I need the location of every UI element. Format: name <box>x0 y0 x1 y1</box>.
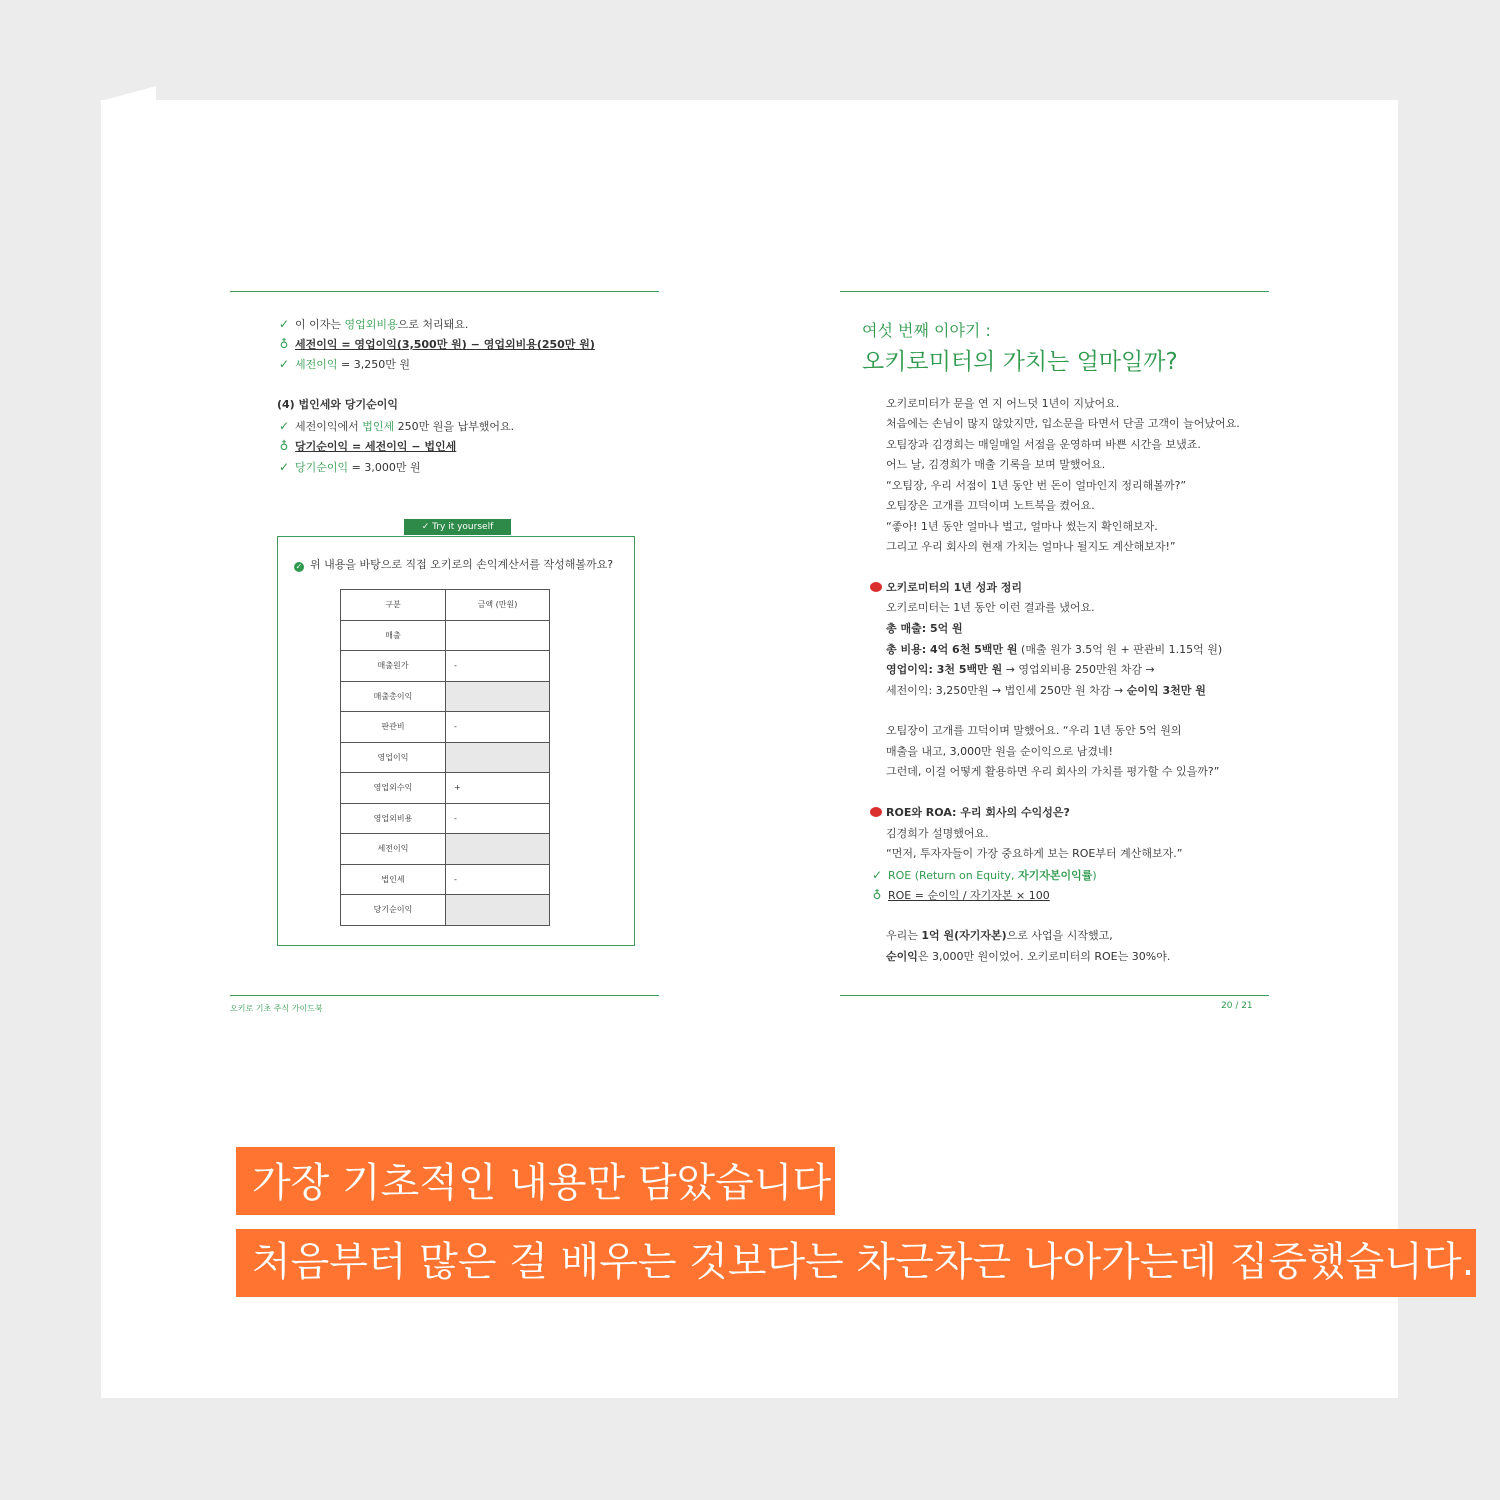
right-line <box>886 950 1170 964</box>
right-line-text: 으로 사업을 시작했고, <box>1006 929 1113 942</box>
left-bottom-rule <box>230 995 659 996</box>
left-line-text: = 3,250만 원 <box>337 358 410 371</box>
right-line-text: 김경희가 설명했어요. <box>886 827 989 840</box>
right-line <box>870 888 1050 903</box>
right-line-text: 오팀장은 고개를 끄덕이며 노트북을 켰어요. <box>886 499 1095 512</box>
left-line <box>277 357 410 372</box>
table-row <box>341 895 550 926</box>
row-label: 매출원가 <box>341 651 446 682</box>
lightbulb-icon: ♁ <box>872 888 882 902</box>
income-statement-table <box>340 589 550 926</box>
left-top-rule <box>230 291 659 292</box>
right-line-text: 은 3,000만 원이었어. 오키로미터의 ROE는 30%야. <box>917 950 1171 963</box>
red-dot-icon <box>870 582 882 592</box>
left-line-text: (4) 법인세와 당기순이익 <box>277 398 399 411</box>
book-title-footer: 오키로 기초 주식 가이드북 <box>230 1004 323 1013</box>
row-amount-cell <box>446 834 550 865</box>
exercise-question <box>294 556 613 572</box>
right-line-text: ROE = 순이익 / 자기자본 × 100 <box>888 889 1050 902</box>
right-top-rule <box>840 291 1269 292</box>
row-label: 당기순이익 <box>341 895 446 926</box>
checkmark-icon: ✓ <box>278 460 290 474</box>
left-line-text: 영업외비용 <box>344 318 398 331</box>
row-label: 영업외수익 <box>341 773 446 804</box>
chapter-kicker: 여섯 번째 이야기 : <box>862 321 991 340</box>
row-label: 영업외비용 <box>341 803 446 834</box>
left-line-text: 법인세 <box>362 420 395 433</box>
row-amount-cell: - <box>446 864 550 895</box>
left-line <box>277 460 421 475</box>
right-line <box>870 581 1022 595</box>
table-row <box>341 773 550 804</box>
right-line-text: 순이익 3천만 원 <box>1126 684 1206 697</box>
right-line <box>886 397 1119 411</box>
right-line-text: 순이익 <box>886 950 918 963</box>
left-line-text: = 3,000만 원 <box>348 461 421 474</box>
right-line-text: “좋아! 1년 동안 얼마나 벌고, 얼마나 썼는지 확인해보자. <box>886 520 1158 533</box>
left-line <box>277 419 514 434</box>
row-label: 영업이익 <box>341 742 446 773</box>
left-line-text: 당기순이익 <box>295 461 349 474</box>
right-line <box>886 663 1155 677</box>
right-line <box>886 745 1113 759</box>
right-line-text: 우리는 <box>886 929 922 942</box>
right-line-text: 오키로미터는 1년 동안 이런 결과를 냈어요. <box>886 601 1095 614</box>
left-line <box>277 317 468 332</box>
banner-1: 가장 기초적인 내용만 담았습니다 <box>236 1147 835 1215</box>
banner-2: 처음부터 많은 걸 배우는 것보다는 차근차근 나아가는데 집중했습니다. <box>236 1229 1476 1297</box>
row-label: 법인세 <box>341 864 446 895</box>
right-line-text: 1억 원(자기자본) <box>921 929 1007 942</box>
right-line-text: 오키로미터가 문을 연 지 어느덧 1년이 지났어요. <box>886 397 1120 410</box>
right-line <box>886 417 1240 431</box>
red-dot-icon <box>870 807 882 817</box>
right-line-text: ) <box>1092 869 1097 882</box>
right-line-text: 세전이익: 3,250만원 → 법인세 250만 원 차감 → <box>886 684 1127 697</box>
row-label: 판관비 <box>341 712 446 743</box>
question-text: 위 내용을 바탕으로 직접 오키로의 손익계산서를 작성해볼까요? <box>310 558 614 571</box>
table-row <box>341 834 550 865</box>
table-header-row <box>341 590 550 621</box>
row-amount-cell: + <box>446 773 550 804</box>
right-line <box>886 458 1105 472</box>
row-label: 세전이익 <box>341 834 446 865</box>
checkmark-icon: ✓ <box>278 317 290 331</box>
right-line <box>886 601 1095 615</box>
checkmark-icon: ✓ <box>278 357 290 371</box>
right-line-text: 총 매출: <box>886 622 927 635</box>
right-line <box>886 929 1113 943</box>
table-row <box>341 742 550 773</box>
right-line <box>886 520 1158 534</box>
row-label: 매출총이익 <box>341 681 446 712</box>
right-line-text: ROE (Return on Equity, <box>888 869 1019 882</box>
right-line-text: “오팀장, 우리 서점이 1년 동안 번 돈이 얼마인지 정리해볼까?” <box>886 479 1187 492</box>
right-line <box>886 479 1186 493</box>
right-line-text: 처음에는 손님이 많지 않았지만, 입소문을 타면서 단골 고객이 늘어났어요. <box>886 417 1240 430</box>
table-header-cell: 금액 (만원) <box>446 590 550 621</box>
row-amount-cell: - <box>446 712 550 743</box>
left-line-text: 당기순이익 = 세전이익 − 법인세 <box>295 440 457 453</box>
right-line-text: 5억 원 <box>926 622 963 635</box>
row-amount-cell: - <box>446 651 550 682</box>
right-line-text: 영업이익: <box>886 663 933 676</box>
row-amount-cell <box>446 620 550 651</box>
table-header-cell: 구분 <box>341 590 446 621</box>
right-line-text: 4억 6천 5백만 원 <box>926 643 1018 656</box>
right-bottom-rule <box>840 995 1269 996</box>
right-line-text: 오키로미터의 1년 성과 정리 <box>886 581 1023 594</box>
row-amount-cell <box>446 681 550 712</box>
right-line-text: 그리고 우리 회사의 현재 가치는 얼마나 될지도 계산해보자!” <box>886 540 1176 553</box>
row-amount-cell <box>446 895 550 926</box>
right-line <box>886 643 1222 657</box>
checkmark-icon: ✓ <box>278 419 290 433</box>
left-line-text: 세전이익에서 <box>295 420 363 433</box>
right-line-text: ROE와 ROA: 우리 회사의 수익성은? <box>886 806 1070 819</box>
table-row <box>341 864 550 895</box>
right-line-text: 그런데, 이걸 어떻게 활용하면 우리 회사의 가치를 평가할 수 있을까?” <box>886 765 1220 778</box>
table-row <box>341 712 550 743</box>
right-line <box>870 806 1070 820</box>
right-line <box>886 438 1201 452</box>
right-line-text: 3천 5백만 원 <box>932 663 1003 676</box>
left-line <box>277 398 398 412</box>
right-line <box>886 540 1176 554</box>
try-it-yourself-tag: ✓ Try it yourself <box>404 519 511 535</box>
right-line <box>886 622 963 636</box>
page-numbers: 20 / 21 <box>1221 1001 1253 1011</box>
left-line-text: 세전이익 = 영업이익(3,500만 원) − 영업외비용(250만 원) <box>295 338 595 351</box>
chapter-title: 오키로미터의 가치는 얼마일까? <box>862 349 1178 375</box>
left-line <box>277 439 456 454</box>
right-line-text: 자기자본이익률 <box>1018 869 1093 882</box>
right-line <box>886 724 1182 738</box>
check-circle-icon: ✓ <box>295 562 303 571</box>
left-line <box>277 337 595 352</box>
table-row <box>341 651 550 682</box>
right-line <box>886 827 989 841</box>
right-line <box>886 684 1206 698</box>
right-line-text: 총 비용: <box>886 643 927 656</box>
lightbulb-icon: ♁ <box>279 337 289 351</box>
checkmark-icon: ✓ <box>871 868 883 882</box>
row-amount-cell <box>446 742 550 773</box>
row-amount-cell: - <box>446 803 550 834</box>
right-line-text: 오팀장과 김경희는 매일매일 서점을 운영하며 바쁜 시간을 보냈죠. <box>886 438 1201 451</box>
paper-corner <box>101 86 156 101</box>
left-line-text: 250만 원을 납부했어요. <box>394 420 515 433</box>
right-line-text: “먼저, 투자자들이 가장 중요하게 보는 ROE부터 계산해보자.” <box>886 847 1183 860</box>
left-line-text: 으로 처리돼요. <box>397 318 469 331</box>
table-row <box>341 620 550 651</box>
right-line <box>886 765 1219 779</box>
right-line <box>870 868 1097 883</box>
right-line <box>886 499 1095 513</box>
table-row <box>341 681 550 712</box>
left-line-text: 세전이익 <box>295 358 338 371</box>
right-line-text: (매출 원가 3.5억 원 + 판관비 1.15억 원) <box>1017 643 1223 656</box>
table-row <box>341 803 550 834</box>
left-line-text: 이 이자는 <box>295 318 345 331</box>
row-label: 매출 <box>341 620 446 651</box>
right-line-text: 매출을 내고, 3,000만 원을 순이익으로 남겼네! <box>886 745 1113 758</box>
right-line-text: 어느 날, 김경희가 매출 기록을 보며 말했어요. <box>886 458 1106 471</box>
right-line-text: 오팀장이 고개를 끄덕이며 말했어요. “우리 1년 동안 5억 원의 <box>886 724 1182 737</box>
right-line <box>886 847 1182 861</box>
lightbulb-icon: ♁ <box>279 439 289 453</box>
right-line-text: → 영업외비용 250만원 차감 → <box>1002 663 1155 676</box>
